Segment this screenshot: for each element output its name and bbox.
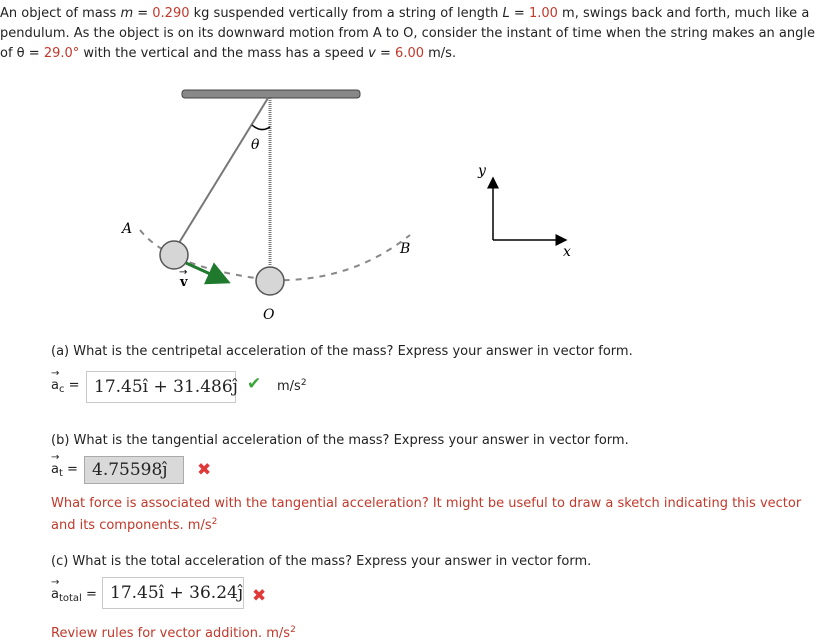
- part-a-answer-box[interactable]: 17.45î + 31.486ĵ: [86, 371, 236, 403]
- pendulum-diagram: [100, 85, 600, 335]
- part-b-answer-box[interactable]: 4.75598ĵ: [84, 456, 184, 484]
- feedback-text: Review rules for vector addition.: [51, 626, 263, 641]
- mass-symbol: m: [120, 6, 134, 21]
- theta-arc: [252, 125, 270, 130]
- problem-text: An object of mass: [0, 6, 121, 21]
- unit-exponent: 2: [211, 517, 218, 527]
- point-O-label: O: [263, 307, 275, 323]
- problem-statement: [0, 4, 815, 64]
- part-c-label: [51, 587, 97, 604]
- accel-vector-symbol: → a: [51, 378, 59, 393]
- unit-exponent: 2: [290, 625, 296, 635]
- problem-text: kg suspended vertically from a string of length: [189, 6, 503, 21]
- part-c-answer-box[interactable]: 17.45î + 36.24ĵ: [102, 577, 244, 609]
- velocity-label: v: [180, 275, 188, 290]
- part-c-question: (c) What is the total acceleration of the mass? Express your answer in vector form.: [51, 554, 592, 569]
- point-B-label: B: [400, 241, 411, 257]
- angle-value: 29.0°: [43, 46, 80, 61]
- subscript: c: [58, 384, 65, 395]
- feedback-text: What force is associated with the tangential acceleration? It might be useful to draw a sketch indicating this vector and its components.: [51, 496, 802, 533]
- mass-at-O: [256, 267, 284, 295]
- velocity-arrow: [186, 263, 228, 282]
- mass-value: 0.290: [152, 6, 190, 21]
- equals-sign: =: [133, 6, 153, 21]
- accel-vector-symbol: → a: [51, 587, 59, 602]
- subscript: t: [58, 468, 63, 479]
- equals-sign: =: [85, 587, 97, 602]
- equals-sign: =: [68, 378, 80, 393]
- problem-text: m, swings back and forth, much like a pendulum. As the object is on its downward motion from A to O, consider the instant of time when the string makes an angle of: [0, 6, 815, 61]
- theta-label: θ: [251, 137, 260, 153]
- subscript: total: [58, 593, 82, 604]
- angled-string: [174, 98, 268, 251]
- velocity-vector-arrow: →: [179, 267, 188, 278]
- speed-value: 6.00: [395, 46, 424, 61]
- equals-sign: =: [509, 6, 529, 21]
- equals-sign: =: [375, 46, 396, 61]
- part-a-question: (a) What is the centripetal acceleration of the mass? Express your answer in vector form.: [51, 344, 633, 359]
- unit-text: m/s: [277, 379, 301, 394]
- ceiling-bar: [182, 90, 360, 98]
- point-A-label: A: [122, 221, 133, 237]
- cross-icon: ✖: [197, 460, 212, 480]
- equals-sign: =: [67, 462, 78, 477]
- unit-exponent: 2: [300, 378, 307, 388]
- part-b-question: (b) What is the tangential acceleration of the mass? Express your answer in vector form.: [51, 433, 629, 448]
- unit-text: m/s: [187, 518, 212, 533]
- part-a-label: [51, 378, 80, 395]
- problem-text: with the vertical and the mass has a speed: [79, 46, 369, 61]
- length-symbol: L: [502, 6, 510, 21]
- part-c-feedback: [51, 621, 811, 643]
- problem-text: m/s.: [424, 46, 457, 61]
- accel-vector-symbol: → a: [51, 462, 59, 477]
- speed-symbol: v: [368, 46, 376, 61]
- x-axis-label: x: [563, 244, 571, 260]
- part-a-unit: [277, 378, 307, 394]
- cross-icon: ✖: [252, 586, 267, 606]
- mass-at-angle: [160, 241, 188, 269]
- unit-text: m/s: [266, 626, 291, 641]
- equals-sign: =: [24, 46, 44, 61]
- check-icon: ✔: [247, 374, 262, 394]
- part-b-feedback: [51, 495, 811, 535]
- part-b-label: [51, 462, 78, 479]
- length-value: 1.00: [528, 6, 558, 21]
- y-axis-label: y: [478, 163, 486, 179]
- theta-symbol: θ: [16, 46, 25, 61]
